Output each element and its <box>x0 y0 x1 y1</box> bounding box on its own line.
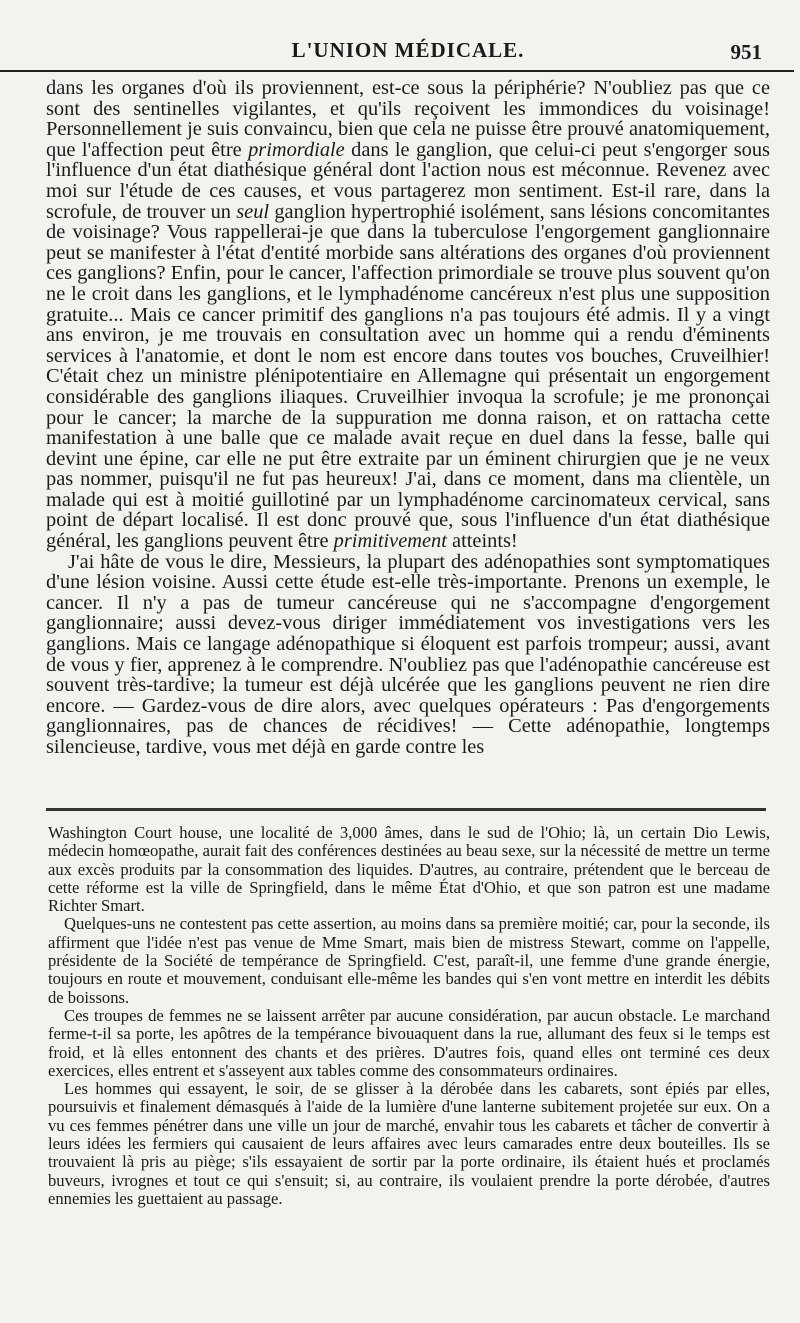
emphasis-primitivement: primitivement <box>333 530 447 553</box>
main-paragraph-1 <box>46 78 770 552</box>
header-rule <box>0 70 794 72</box>
main-paragraph-1-part-d: atteints! <box>452 530 518 553</box>
emphasis-seul: seul <box>236 200 270 223</box>
main-paragraph-1-part-c: ganglion hypertrophié isolément, sans lésions concomitantes de voisinage? Vous rappellerai-je que dans la tuberculose l'engorgement ganglionnaire peut se manifester à l'état d'entité morbide sans altérations des organes d'où proviennent ces ganglions? Enfin, pour le cancer, l'affection primordiale se trouve plus souvent qu'on ne le croit dans les ganglions, et le lymphadénome cancéreux n'est plus une supposition gratuite... Mais ce cancer primitif des ganglions n'a pas toujours été admis. Il y a vingt ans environ, je me trouvais en consultation avec un homme qui a rendu d'éminents services à l'anatomie, et dont le nom est encore dans toutes vos bouches, Cruveilhier! C'était chez un ministre plénipotentiaire en Allemagne qui présentait un engorgement considérable des ganglions iliaques. Cruveilhier invoqua la scrofule; je me prononçai pour le cancer; la marche de la suppuration me donna raison, et on rattacha cette manifestation à une balle que ce malade avait reçue en duel dans la fesse, balle qui devint une épine, car elle ne put être extraite par un éminent chirurgien que je ne veux pas nommer, puisqu'il ne fut pas heureux! J'ai, dans ce moment, dans ma clientèle, un malade qui est à moitié guillotiné par un lymphadénome carcinomateux cervical, sans point de départ localisé. Il est donc prouvé que, sous l'influence d'un état diathésique général, les ganglions peuvent être <box>46 200 770 553</box>
main-paragraph-1-part-a: dans les organes d'où ils proviennent, est-ce sous la périphérie? N'oubliez pas que ce sont des sentinelles vigilantes, et qu'ils reçoivent les immondices du voisinage! Personnellement je suis convaincu, bien que cela ne puisse être prouvé anatomiquement, que l'affection peut être <box>46 77 770 161</box>
main-paragraph-2: J'ai hâte de vous le dire, Messieurs, la plupart des adénopathies sont symptomatiques d'une lésion voisine. Aussi cette étude est-elle très-importante. Prenons un exemple, le cancer. Il n'y a pas de tumeur cancéreuse qui ne s'accompagne d'engorgement ganglionnaire; aussi devez-vous diriger immédiatement vos investigations vers les ganglions. Mais ce langage adénopathique si éloquent est parfois trompeur; aussi, avant de vous y fier, apprenez à le comprendre. N'oubliez pas que l'adénopathie cancéreuse est souvent très-tardive; la tumeur est déjà ulcérée que les ganglions peuvent ne rien dire encore. — Gardez-vous de dire alors, avec quelques opérateurs : Pas d'engorgements ganglionnaires, pas de chances de récidives! — Cette adénopathie, longtemps silencieuse, tardive, vous met déjà en garde contre les <box>46 550 770 758</box>
note-paragraph-2: Quelques-uns ne contestent pas cette assertion, au moins dans sa première moitié; car, pour la seconde, ils affirment que l'idée n'est pas venue de Mme Smart, mais bien de mistress Stewart, comme on l'appelle, présidente de la Société de tempérance de Springfield. C'est, paraît-il, une femme d'une grande énergie, toujours en route et mouvement, conduisant elle-même les bandes qui s'en vont mettre en interdit les débits de boissons. <box>48 914 770 1007</box>
page-header <box>46 0 770 64</box>
emphasis-primordiale: primordiale <box>248 138 345 161</box>
page-number: 951 <box>730 40 762 64</box>
feuilleton-notes <box>48 824 770 1208</box>
note-paragraph-1: Washington Court house, une localité de 3,000 âmes, dans le sud de l'Ohio; là, un certain Dio Lewis, médecin homœopathe, aurait fait des conférences destinées au beau sexe, sur la nécessité de mettre un terme aux excès produits par la consommation des liquides. D'autres, au contraire, prétendent que le berceau de cette réforme est la ville de Springfield, dans le même État d'Ohio, et que son patron est une madame Richter Smart. <box>48 823 770 916</box>
main-text <box>46 78 770 758</box>
main-paragraph-1-part-b: dans le ganglion, que celui-ci peut s'engorger sous l'influence d'un état diathésique général dont l'action nous est méconnue. Revenez avec moi sur l'étude de ces causes, et vous partagerez mon sentiment. Est-il rare, dans la scrofule, de trouver un <box>46 138 770 223</box>
running-title: L'UNION MÉDICALE. <box>291 38 525 62</box>
note-paragraph-4: Les hommes qui essayent, le soir, de se glisser à la dérobée dans les cabarets, sont épiés par elles, poursuivis et finalement démasqués à l'aide de la lumière d'une lanterne subitement projetée sur eux. On a vu ces femmes pénétrer dans une ville un jour de marché, envahir tous les cabarets et tâcher de convertir à leurs idées les fermiers qui causaient de leurs affaires avec leurs camarades entre deux bouteilles. Ils se trouvaient là pris au piège; s'ils essayaient de sortir par la porte ordinaire, ils étaient hués et proclamés buveurs, ivrognes et tout ce qui s'ensuit; si, au contraire, ils voulaient prendre la porte dérobée, d'autres ennemies les guettaient au passage. <box>48 1079 770 1208</box>
note-paragraph-3: Ces troupes de femmes ne se laissent arrêter par aucune considération, par aucun obstacle. Le marchand ferme-t-il sa porte, les apôtres de la tempérance bivouaquent dans la rue, allumant des feux si le temps est froid, et là elles entonnent des chants et des prières. D'autres fois, quand elles ont terminé ces deux exercices, elles entrent et s'asseyent aux tables comme des consommateurs ordinaires. <box>48 1005 770 1080</box>
footnote-rule <box>46 808 766 811</box>
